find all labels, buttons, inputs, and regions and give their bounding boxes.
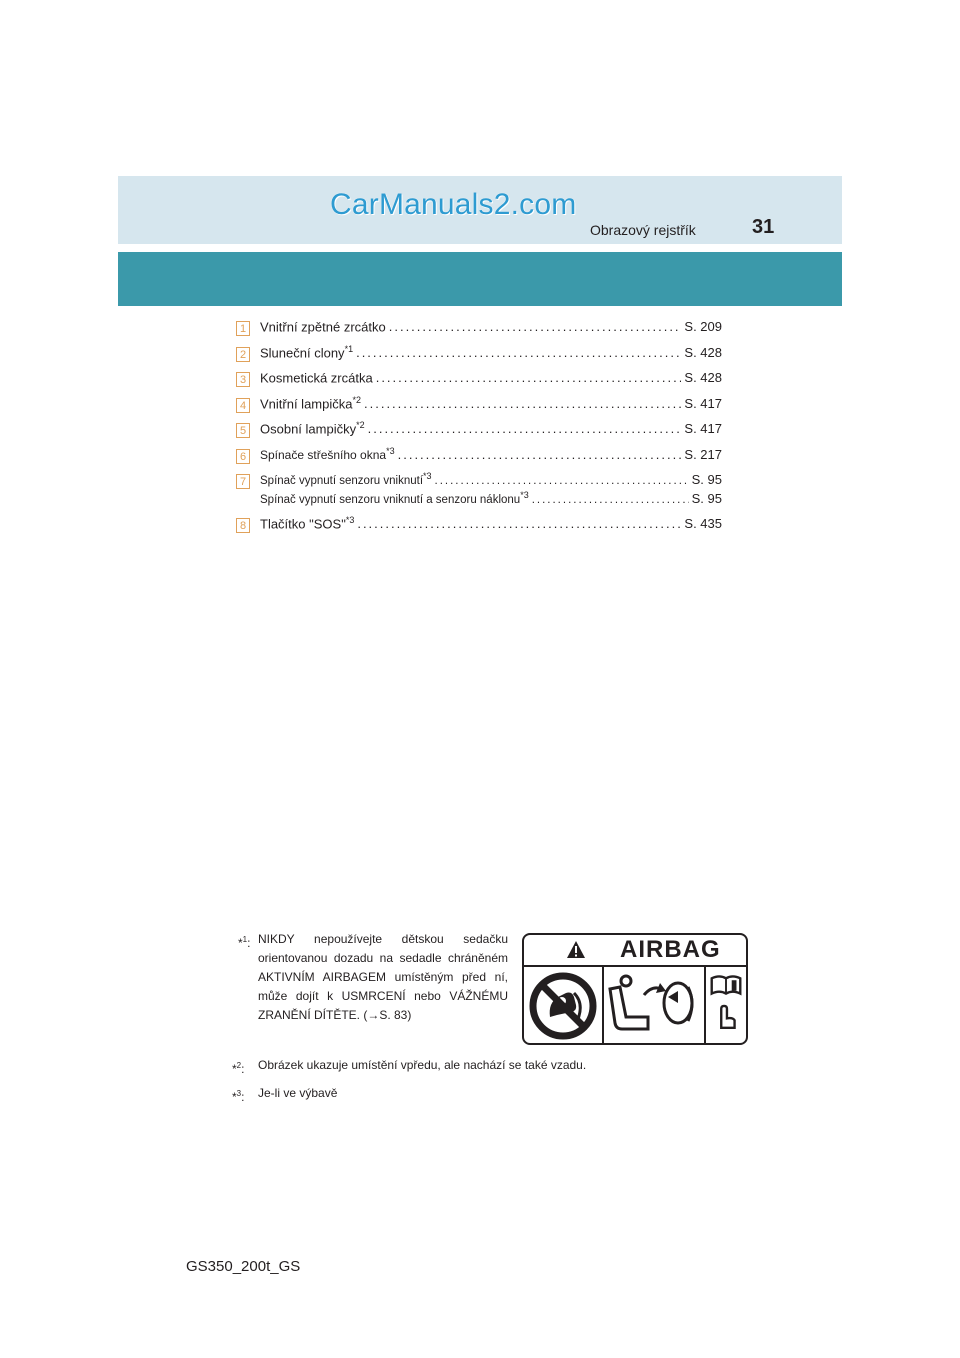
item-number-badge: 4 xyxy=(236,398,250,413)
dot-leader xyxy=(398,447,682,462)
document-code: GS350_200t_GS xyxy=(186,1258,301,1275)
dot-leader xyxy=(356,345,681,360)
airbag-warning-label xyxy=(522,933,748,1045)
item-number-badge: 6 xyxy=(236,449,250,464)
airbag-word: AIRBAG xyxy=(620,936,721,963)
footnote-text: Obrázek ukazuje umístění vpředu, ale nachází se také vzadu. xyxy=(258,1058,587,1072)
index-item-7 xyxy=(236,471,722,515)
footnote-marker: *$^3$: xyxy=(232,1089,245,1104)
dot-leader xyxy=(532,494,689,506)
dot-leader xyxy=(376,370,682,385)
item-number-badge: 2 xyxy=(236,347,250,362)
item-number-badge: 1 xyxy=(236,321,250,336)
index-item-5 xyxy=(236,420,722,446)
page-reference-link[interactable]: S. 95 xyxy=(691,490,722,506)
dot-leader xyxy=(435,475,689,487)
dot-leader xyxy=(389,319,682,334)
entry-line[interactable] xyxy=(260,490,722,515)
entry-label: Sluneční clony$^{*1}$ xyxy=(260,343,354,360)
index-list xyxy=(236,318,722,541)
entry-line[interactable] xyxy=(260,515,722,541)
entry-line[interactable] xyxy=(260,471,722,490)
entry-label: Kosmetická zrcátka xyxy=(260,370,373,386)
airbag-seat-deploy-icon xyxy=(604,967,706,1043)
entry-line[interactable] xyxy=(260,446,722,472)
index-item-1 xyxy=(236,318,722,344)
footnote-marker: *$^1$: xyxy=(238,935,251,950)
index-item-4 xyxy=(236,395,722,421)
item-number-badge: 5 xyxy=(236,423,250,438)
index-item-6 xyxy=(236,446,722,472)
dot-leader xyxy=(357,516,681,531)
entry-line[interactable] xyxy=(260,369,722,395)
footnote-3 xyxy=(232,1084,337,1103)
airbag-label-header xyxy=(524,935,746,967)
watermark-text: CarManuals2.com xyxy=(330,188,577,221)
airbag-label-pictograms xyxy=(524,967,746,1043)
entry-label: Osobní lampičky$^{*2}$ xyxy=(260,420,365,437)
page-reference-link[interactable]: S. 435 xyxy=(684,516,722,532)
footnote-text: Je-li ve výbavě xyxy=(258,1086,338,1100)
entry-line[interactable] xyxy=(260,344,722,370)
page-reference-link[interactable]: S. 417 xyxy=(684,395,722,411)
entry-line[interactable] xyxy=(260,395,722,421)
footnote-marker: *$^2$: xyxy=(232,1061,245,1076)
entry-label: Spínače střešního okna$^{*3}$ xyxy=(260,445,395,462)
page-reference-link[interactable]: S. 95 xyxy=(691,471,722,487)
index-item-8 xyxy=(236,515,722,541)
entry-label: Vnitřní lampička$^{*2}$ xyxy=(260,394,361,411)
dot-leader xyxy=(368,421,682,436)
footnote-2 xyxy=(232,1056,792,1075)
page-reference-link[interactable]: S. 209 xyxy=(684,319,722,335)
section-title: Obrazový rejstřík xyxy=(590,222,696,238)
index-item-2 xyxy=(236,344,722,370)
entry-line[interactable] xyxy=(260,318,722,344)
footnote-1 xyxy=(238,930,508,1025)
item-number-badge: 3 xyxy=(236,372,250,387)
no-rear-facing-child-seat-icon xyxy=(524,967,604,1043)
page-reference-link[interactable]: S. 217 xyxy=(684,446,722,462)
entry-label: Spínač vypnutí senzoru vniknutí a senzoru náklonu$^{*3}$ xyxy=(260,490,529,506)
title-band xyxy=(118,252,842,306)
warning-triangle-icon xyxy=(566,940,586,959)
entry-line[interactable] xyxy=(260,420,722,446)
page-reference-link[interactable]: S. 417 xyxy=(684,421,722,437)
page-number: 31 xyxy=(752,216,775,238)
entry-label: Vnitřní zpětné zrcátko xyxy=(260,319,386,335)
item-number-badge: 7 xyxy=(236,474,250,489)
entry-label: Tlačítko "SOS"$^{*3}$ xyxy=(260,515,355,532)
page-reference-link[interactable]: S. 428 xyxy=(684,344,722,360)
index-item-3 xyxy=(236,369,722,395)
item-number-badge: 8 xyxy=(236,518,250,533)
read-manual-icon xyxy=(706,967,746,1043)
footnote-text: NIKDY nepoužívejte dětskou sedačku orientovanou dozadu na sedadle chráněném AKTIVNÍM AIRBAGEM umístěným před ní, může dojít k USMRCENÍ nebo VÁŽNÉMU ZRANĚNÍ DÍTĚTE. (→S. 83) xyxy=(258,932,508,1022)
page-reference-link[interactable]: S. 428 xyxy=(684,370,722,386)
entry-label: Spínač vypnutí senzoru vniknutí$^{*3}$ xyxy=(260,471,432,487)
dot-leader xyxy=(364,396,681,411)
